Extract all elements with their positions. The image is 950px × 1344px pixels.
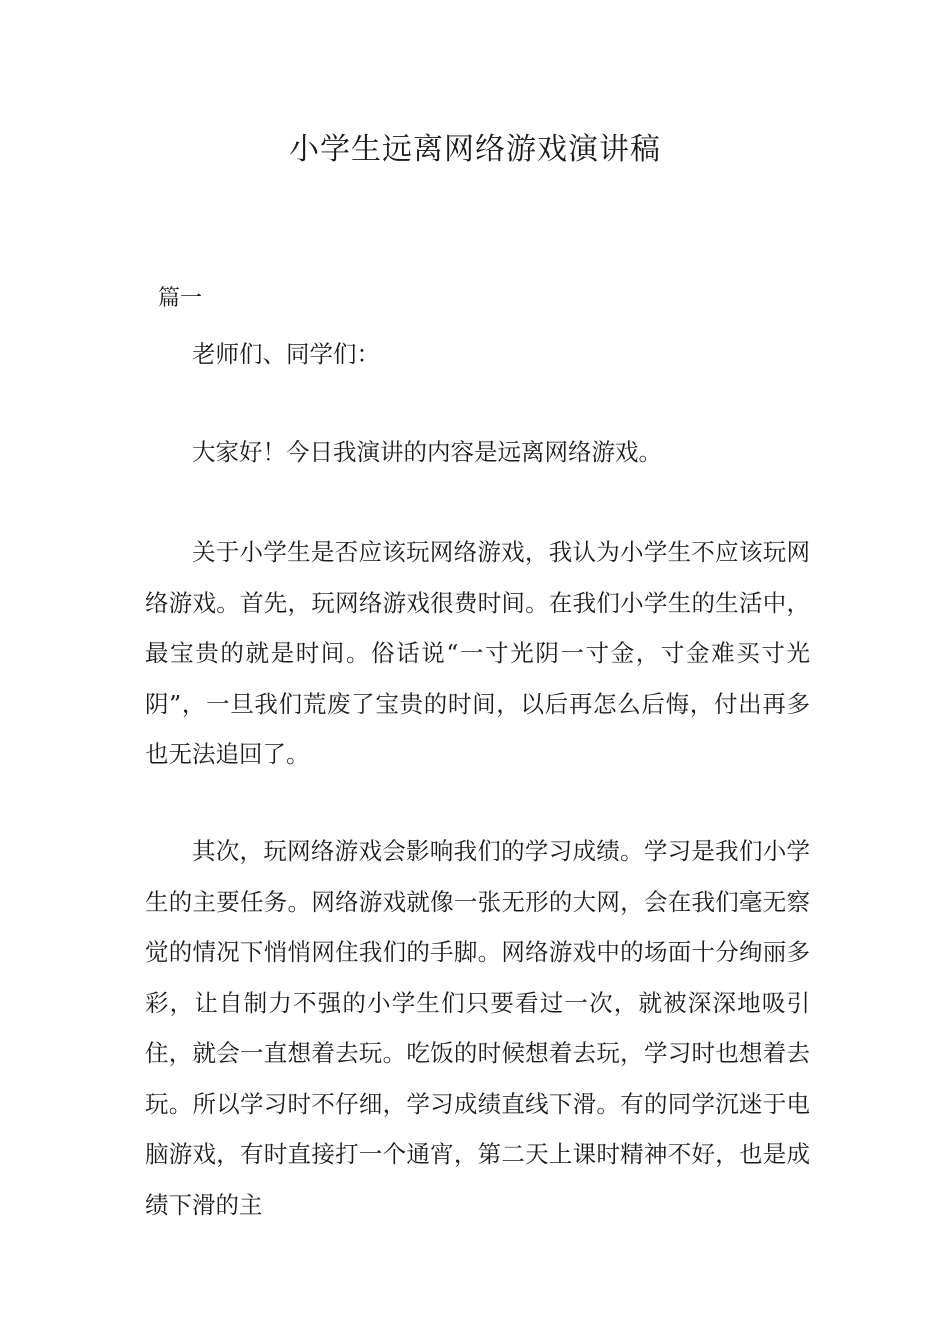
body-paragraph-second: 其次，玩网络游戏会影响我们的学习成绩。学习是我们小学生的主要任务。网络游戏就像一张无形的大网，会在我们毫无察觉的情况下悄悄网住我们的手脚。网络游戏中的场面十分绚丽多彩，让自制力不强的小学生们只要看过一次，就被深深地吸引住，就会一直想着去玩。吃饭的时候想着去玩，学习时也想着去玩。所以学习时不仔细，学习成绩直线下滑。有的同学沉迷于电脑游戏，有时直接打一个通宵，第二天上课时精神不好，也是成绩下滑的主 bbox=[145, 837, 810, 1219]
intro-paragraph: 大家好！今日我演讲的内容是远离网络游戏。 bbox=[192, 438, 662, 466]
section-label: 篇一 bbox=[158, 286, 203, 311]
greeting-paragraph: 老师们、同学们： bbox=[192, 340, 380, 368]
page-title: 小学生远离网络游戏演讲稿 bbox=[289, 132, 661, 167]
body-paragraph-first: 关于小学生是否应该玩网络游戏，我认为小学生不应该玩网络游戏。首先，玩网络游戏很费时间。在我们小学生的生活中，最宝贵的就是时间。俗话说“一寸光阴一寸金，寸金难买寸光阴”，一旦我们荒废了宝贵的时间，以后再怎么后悔，付出再多也无法追回了。 bbox=[145, 538, 810, 768]
